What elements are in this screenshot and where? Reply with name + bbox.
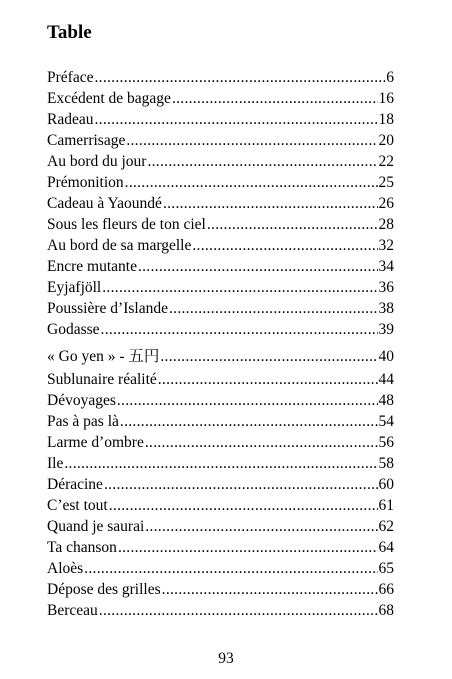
toc-entry-title: Camerrisage xyxy=(47,132,126,149)
toc-entry-page: 38 xyxy=(378,300,394,317)
toc-entry-title: Eyjafjöll xyxy=(47,279,102,296)
toc-entry xyxy=(47,67,394,88)
toc-entry-title: Aloès xyxy=(47,560,84,577)
toc-entry-title: Ta chanson xyxy=(47,539,117,556)
toc-entry-page: 26 xyxy=(378,195,394,212)
toc-entry-page: 61 xyxy=(378,497,394,514)
toc-dot-leader xyxy=(125,172,378,193)
toc-entry xyxy=(47,172,394,193)
toc-dot-leader xyxy=(207,214,378,235)
toc-entry-title: Godasse xyxy=(47,321,100,338)
toc-entry-page: 66 xyxy=(378,581,394,598)
toc-entry-title: Sous les fleurs de ton ciel xyxy=(47,216,206,233)
toc-dot-leader xyxy=(160,342,377,369)
toc-entry xyxy=(47,88,394,109)
toc-dot-leader xyxy=(138,256,378,277)
toc-dot-leader xyxy=(64,453,377,474)
toc-dot-leader xyxy=(147,151,377,172)
toc-dot-leader xyxy=(102,277,377,298)
toc-entry xyxy=(47,453,394,474)
toc-dot-leader xyxy=(192,235,377,256)
toc-entry-page: 54 xyxy=(378,413,394,430)
toc-entry xyxy=(47,193,394,214)
table-of-contents xyxy=(47,67,394,621)
toc-entry-page: 60 xyxy=(378,476,394,493)
toc-entry xyxy=(47,340,394,369)
toc-entry-title: Prémonition xyxy=(47,174,124,191)
toc-dot-leader xyxy=(117,390,378,411)
toc-entry-title: « Go yen » - 五円 xyxy=(47,348,160,365)
toc-entry-page: 56 xyxy=(378,434,394,451)
toc-entry-title: C’est tout xyxy=(47,497,108,514)
toc-entry xyxy=(47,495,394,516)
toc-entry xyxy=(47,579,394,600)
toc-entry-page: 39 xyxy=(378,321,394,338)
toc-entry xyxy=(47,558,394,579)
toc-entry-page: 64 xyxy=(378,539,394,556)
toc-entry xyxy=(47,151,394,172)
toc-entry-title: Larme d’ombre xyxy=(47,434,144,451)
toc-entry-title: Cadeau à Yaoundé xyxy=(47,195,162,212)
toc-dot-leader xyxy=(84,558,377,579)
toc-dot-leader xyxy=(172,88,378,109)
toc-entry xyxy=(47,600,394,621)
toc-entry-title: Berceau xyxy=(47,602,98,619)
toc-dot-leader xyxy=(162,579,378,600)
toc-dot-leader xyxy=(169,298,378,319)
toc-entry xyxy=(47,130,394,151)
toc-entry-page: 36 xyxy=(378,279,394,296)
toc-entry-page: 68 xyxy=(378,602,394,619)
toc-entry xyxy=(47,390,394,411)
page-title: Table xyxy=(47,22,92,43)
toc-entry xyxy=(47,235,394,256)
toc-entry-page: 40 xyxy=(378,348,394,365)
toc-entry xyxy=(47,277,394,298)
toc-entry xyxy=(47,256,394,277)
toc-entry-page: 32 xyxy=(378,237,394,254)
toc-entry-page: 62 xyxy=(378,518,394,535)
toc-entry-page: 65 xyxy=(378,560,394,577)
toc-entry-title: Poussière d’Islande xyxy=(47,300,168,317)
toc-entry-title: Encre mutante xyxy=(47,258,137,275)
toc-dot-leader xyxy=(120,411,378,432)
toc-entry-title: Excédent de bagage xyxy=(47,90,171,107)
toc-entry xyxy=(47,537,394,558)
toc-entry xyxy=(47,109,394,130)
toc-entry xyxy=(47,298,394,319)
toc-entry-title: Préface xyxy=(47,69,94,86)
toc-entry-page: 58 xyxy=(378,455,394,472)
toc-entry xyxy=(47,411,394,432)
toc-entry-page: 22 xyxy=(378,153,394,170)
toc-entry xyxy=(47,369,394,390)
toc-entry xyxy=(47,432,394,453)
toc-entry-title: Dépose des grilles xyxy=(47,581,161,598)
toc-dot-leader xyxy=(99,600,378,621)
toc-entry-title: Radeau xyxy=(47,111,94,128)
toc-dot-leader xyxy=(145,516,377,537)
toc-entry-title: Pas à pas là xyxy=(47,413,119,430)
toc-entry-page: 44 xyxy=(378,371,394,388)
toc-dot-leader xyxy=(104,474,378,495)
toc-dot-leader xyxy=(94,109,377,130)
toc-dot-leader xyxy=(126,130,377,151)
toc-dot-leader xyxy=(118,537,378,558)
toc-entry-title: Dévoyages xyxy=(47,392,116,409)
toc-entry-title: Au bord du jour xyxy=(47,153,147,170)
toc-entry xyxy=(47,516,394,537)
toc-entry-page: 28 xyxy=(378,216,394,233)
toc-dot-leader xyxy=(109,495,378,516)
toc-entry-page: 25 xyxy=(378,174,394,191)
toc-entry-title: Quand je saurai xyxy=(47,518,145,535)
page-number: 93 xyxy=(218,650,234,667)
toc-entry-page: 18 xyxy=(378,111,394,128)
toc-entry-title: Sublunaire réalité xyxy=(47,371,157,388)
toc-entry-page: 16 xyxy=(378,90,394,107)
toc-entry xyxy=(47,474,394,495)
toc-entry-page: 48 xyxy=(378,392,394,409)
toc-entry-page: 20 xyxy=(378,132,394,149)
toc-dot-leader xyxy=(101,319,378,340)
toc-dot-leader xyxy=(163,193,378,214)
toc-dot-leader xyxy=(94,67,385,88)
toc-dot-leader xyxy=(145,432,378,453)
toc-dot-leader xyxy=(158,369,378,390)
toc-entry xyxy=(47,214,394,235)
toc-entry-title: Au bord de sa margelle xyxy=(47,237,192,254)
toc-entry-page: 6 xyxy=(386,69,394,86)
toc-entry-title: Déracine xyxy=(47,476,103,493)
toc-entry xyxy=(47,319,394,340)
toc-entry-page: 34 xyxy=(378,258,394,275)
toc-entry-title: Ile xyxy=(47,455,64,472)
